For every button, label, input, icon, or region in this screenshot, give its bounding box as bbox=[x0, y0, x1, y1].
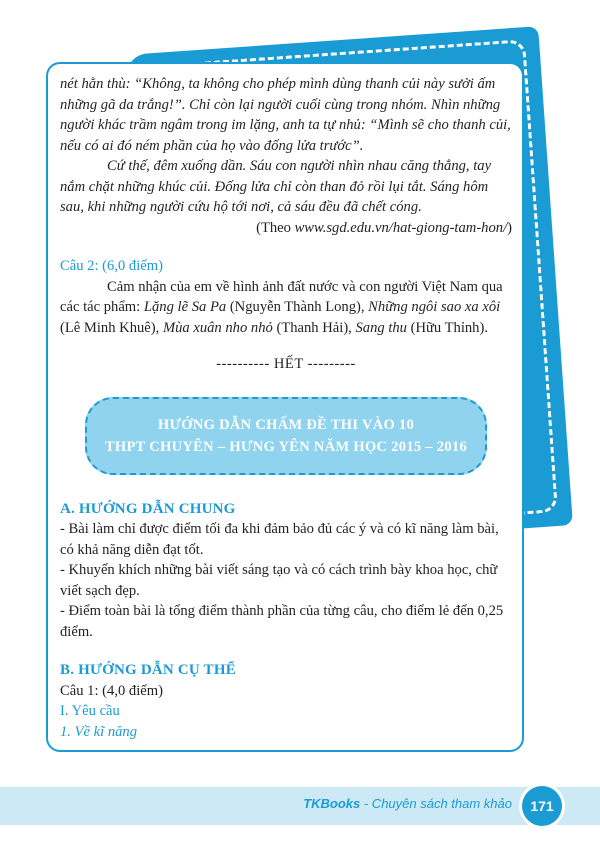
source-prefix: (Theo bbox=[256, 219, 295, 236]
requirements-heading: I. Yêu cầu bbox=[60, 703, 120, 719]
section-a-item-3: - Điểm toàn bài là tổng điểm thành phần của từng câu, cho điểm lẻ đến 0,25 điểm. bbox=[60, 603, 504, 640]
section-b-heading: B. HƯỚNG DẪN CỤ THỂ bbox=[60, 662, 236, 678]
work-title-2: Những ngôi sao xa xôi bbox=[368, 299, 501, 315]
question-2-text bbox=[60, 277, 512, 339]
author-1: (Nguyễn Thành Long), bbox=[226, 299, 369, 315]
end-mark: ---------- HẾT --------- bbox=[216, 356, 356, 372]
question-1-label: Câu 1: (4,0 điểm) bbox=[60, 682, 163, 699]
passage-source bbox=[60, 218, 512, 239]
work-title-1: Lặng lẽ Sa Pa bbox=[143, 299, 227, 315]
banner-line-1: HƯỚNG DẪN CHẤM ĐỀ THI VÀO 10 bbox=[157, 416, 415, 433]
answer-guide-banner bbox=[85, 397, 487, 475]
page-number: 171 bbox=[522, 786, 562, 826]
author-2: (Lê Minh Khuê), bbox=[60, 319, 163, 336]
section-a-heading: A. HƯỚNG DẪN CHUNG bbox=[60, 500, 236, 517]
section-a-item-1: - Bài làm chỉ được điểm tối đa khi đảm bảo đủ các ý và có kĩ năng làm bài, có khả năng diễn đạt tốt. bbox=[60, 521, 499, 558]
work-title-3: Mùa xuân nho nhỏ bbox=[162, 319, 273, 336]
brand-tagline: - Chuyên sách tham khảo bbox=[360, 796, 512, 811]
footer-band bbox=[0, 787, 600, 825]
question-2-intro: Cảm nhận của em về hình ảnh đất nước và con người Việt Nam qua các tác phẩm: bbox=[60, 278, 503, 315]
page-content bbox=[60, 74, 512, 742]
author-4: (Hữu Thỉnh). bbox=[406, 319, 488, 336]
work-title-4: Sang thu bbox=[355, 319, 407, 336]
brand-name: TKBooks bbox=[303, 796, 361, 811]
author-3: (Thanh Hải), bbox=[272, 319, 356, 336]
section-a-item-2: - Khuyến khích những bài viết sáng tạo và có cách trình bày khoa học, chữ viết sạch đẹp. bbox=[60, 562, 498, 599]
banner-line-2: THPT CHUYÊN – HƯNG YÊN NĂM HỌC 2015 – 2016 bbox=[104, 438, 468, 455]
footer-brand bbox=[303, 796, 512, 811]
passage-paragraph-1: nét hằn thù: “Không, ta không cho phép mình dùng thanh củi này sưởi ấm những gã da trắng!”. Chỉ còn lại người cuối cùng trong nhóm. Nhìn những người khác trầm ngâm trong im lặng, anh ta tự nhủ: “Mình sẽ cho thanh củi, nếu có ai đó ném phần của họ vào đống lửa trước”. bbox=[60, 76, 511, 154]
source-url: www.sgd.edu.vn/hat-giong-tam-hon/ bbox=[294, 219, 508, 236]
source-suffix: ) bbox=[507, 219, 512, 236]
question-2-label: Câu 2: (6,0 điểm) bbox=[60, 258, 163, 274]
passage-paragraph-2: Cứ thế, đêm xuống dần. Sáu con người nhìn nhau căng thẳng, tay nắm chặt những khúc củi. Đống lửa chỉ còn than đỏ rồi lụi tắt. Sáng hôm sau, khi những người cứu hộ tới nơi, cả sáu đều đã chết cóng. bbox=[60, 158, 492, 215]
skills-heading: 1. Về kĩ năng bbox=[60, 723, 138, 740]
